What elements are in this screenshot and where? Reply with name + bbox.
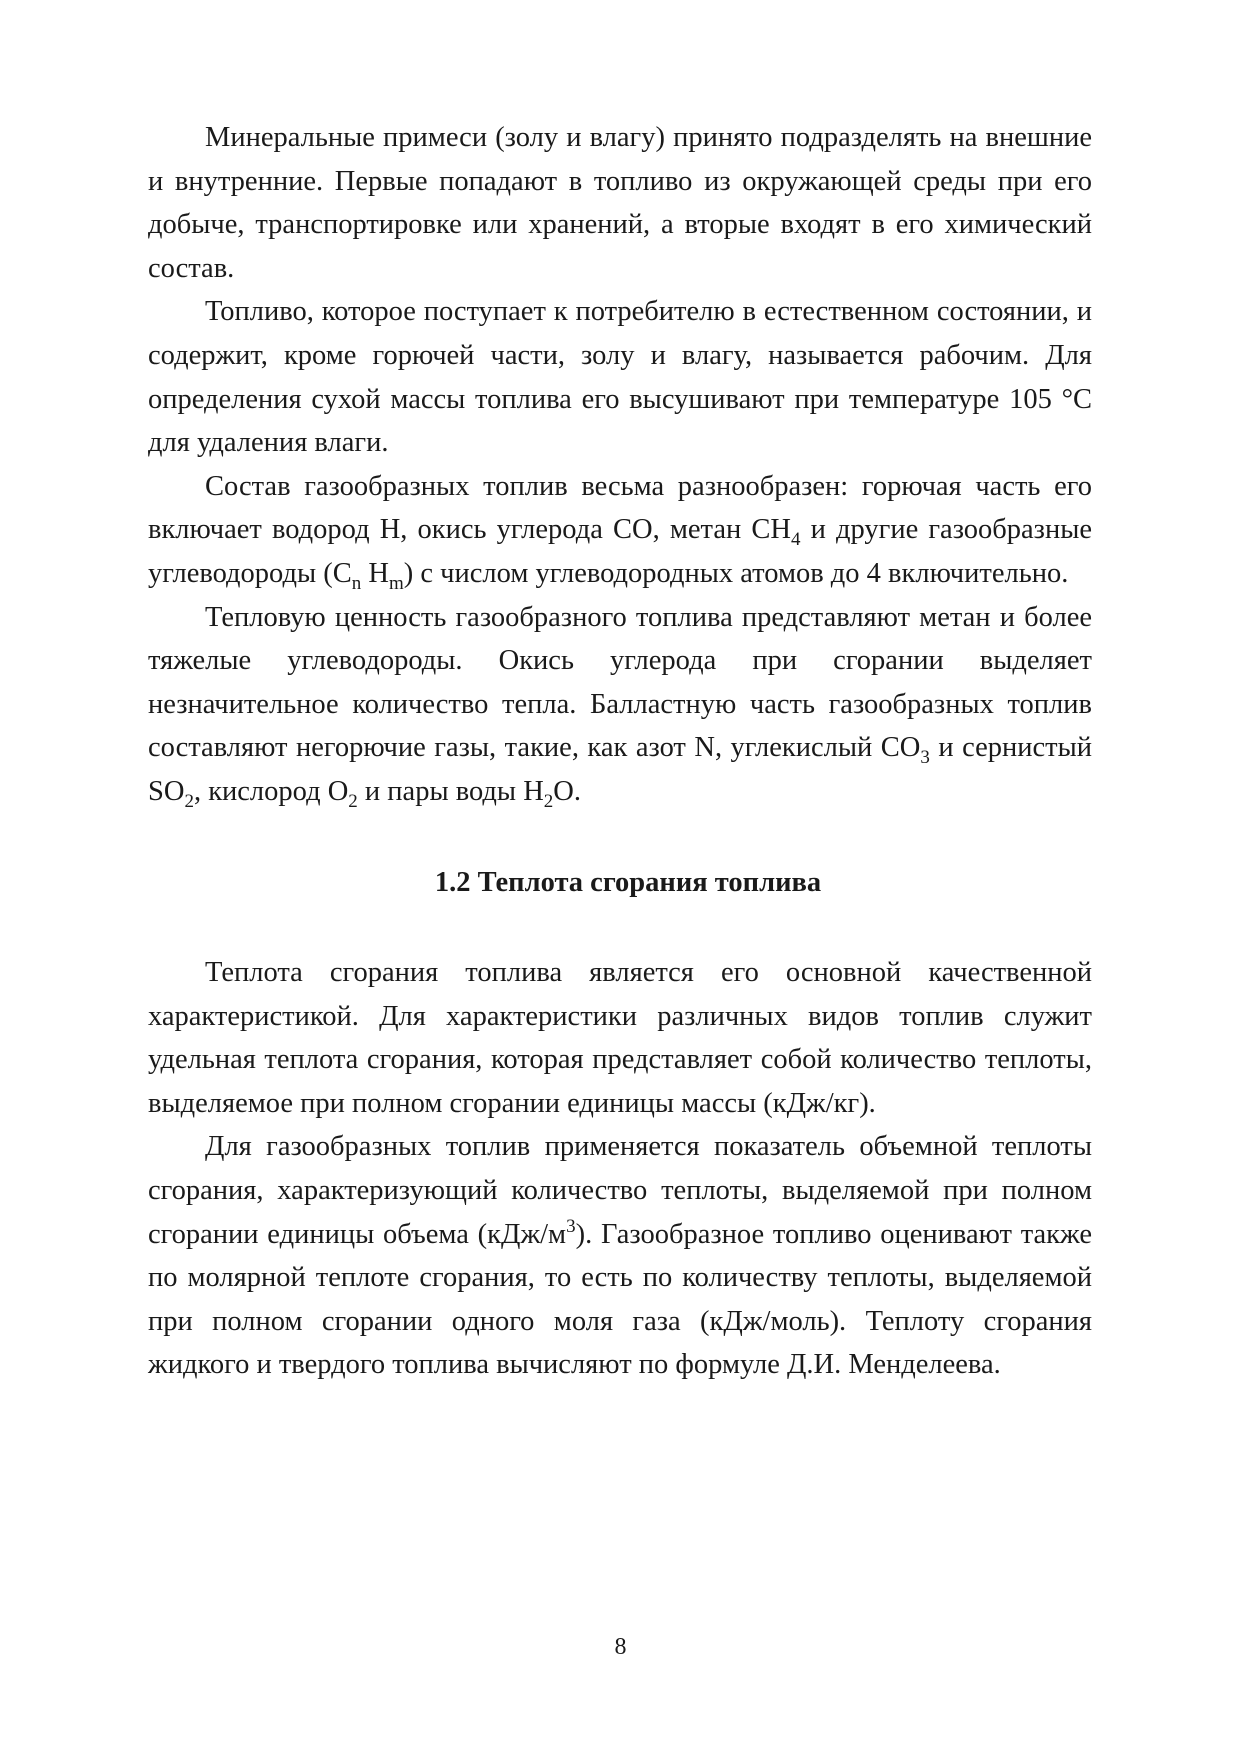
text-run: , кислород О — [193, 775, 349, 807]
paragraph-volumetric-heat — [148, 1125, 1092, 1387]
page-content — [148, 116, 1092, 1387]
subscript: 3 — [920, 747, 930, 769]
section-heading: 1.2 Теплота сгорания топлива — [434, 866, 822, 898]
text-run: и сернистый SO — [148, 732, 1092, 807]
subscript: 2 — [543, 790, 554, 812]
spacer — [148, 814, 1092, 861]
spacer — [148, 904, 1092, 951]
paragraph-mineral-impurities: Минеральные примеси (золу и влагу) принято подразделять на внешние и внутренние. Первые попадают в топливо из окружающей среды при его добыче, транспортировке или хранений, а вторые входят в его химический состав. — [148, 122, 1092, 284]
text-run: Тепловую ценность газообразного топлива представляют метан и более тяжелые углеводороды. Окись углерода при сгорании выделяет незначительное количество тепла. Балластную часть газообразных топлив составляют негорючие газы, такие, как азот N, углекислый СО — [148, 601, 1092, 764]
subscript: 2 — [348, 790, 358, 812]
text-run: ). Газообразное топливо оценивают также по молярной теплоте сгорания, то есть по количеству теплоты, выделяемой при полном сгорании одного моля газа (кДж/моль). Теплоту сгорания жидкого и твердого топлива вычисляют по формуле Д.И. Менделеева. — [148, 1218, 1092, 1381]
paragraph-working-fuel: Топливо, которое поступает к потребителю в естественном состоянии, и содержит, кроме горючей части, золу и влагу, называется рабочим. Для определения сухой массы топлива его высушивают при температуре 105 °С для удаления влаги. — [148, 296, 1092, 459]
paragraph-heat-value — [148, 596, 1092, 814]
subscript: n — [351, 572, 362, 594]
subscript: 4 — [790, 529, 801, 551]
text-run: Состав газообразных топлив весьма разнообразен: горючая часть его включает водород Н, окись углерода СО, метан СН — [148, 470, 1092, 546]
subscript: 2 — [184, 790, 194, 812]
text-run: ) с числом углеводородных атомов до 4 включительно. — [403, 557, 1069, 589]
text-run: и другие газообразные углеводороды (С — [148, 514, 1092, 589]
page-number: 8 — [614, 1634, 627, 1660]
text-run: Н — [361, 557, 389, 589]
paragraph-gas-composition — [148, 465, 1092, 596]
text-run: и пары воды Н — [357, 775, 544, 807]
text-run: О. — [553, 775, 581, 807]
text-run: Для газообразных топлив применяется показатель объемной теплоты сгорания, характеризующий количество теплоты, выделяемой при полном сгорании единицы объема (кДж/м — [148, 1131, 1092, 1250]
paragraph-specific-heat: Теплота сгорания топлива является его основной качественной характеристикой. Для характеристики различных видов топлив служит удельная теплота сгорания, которая представляет собой количество теплоты, выделяемое при полном сгорании единицы массы (кДж/кг). — [148, 957, 1092, 1119]
superscript: 3 — [566, 1215, 576, 1237]
subscript: m — [388, 572, 404, 594]
